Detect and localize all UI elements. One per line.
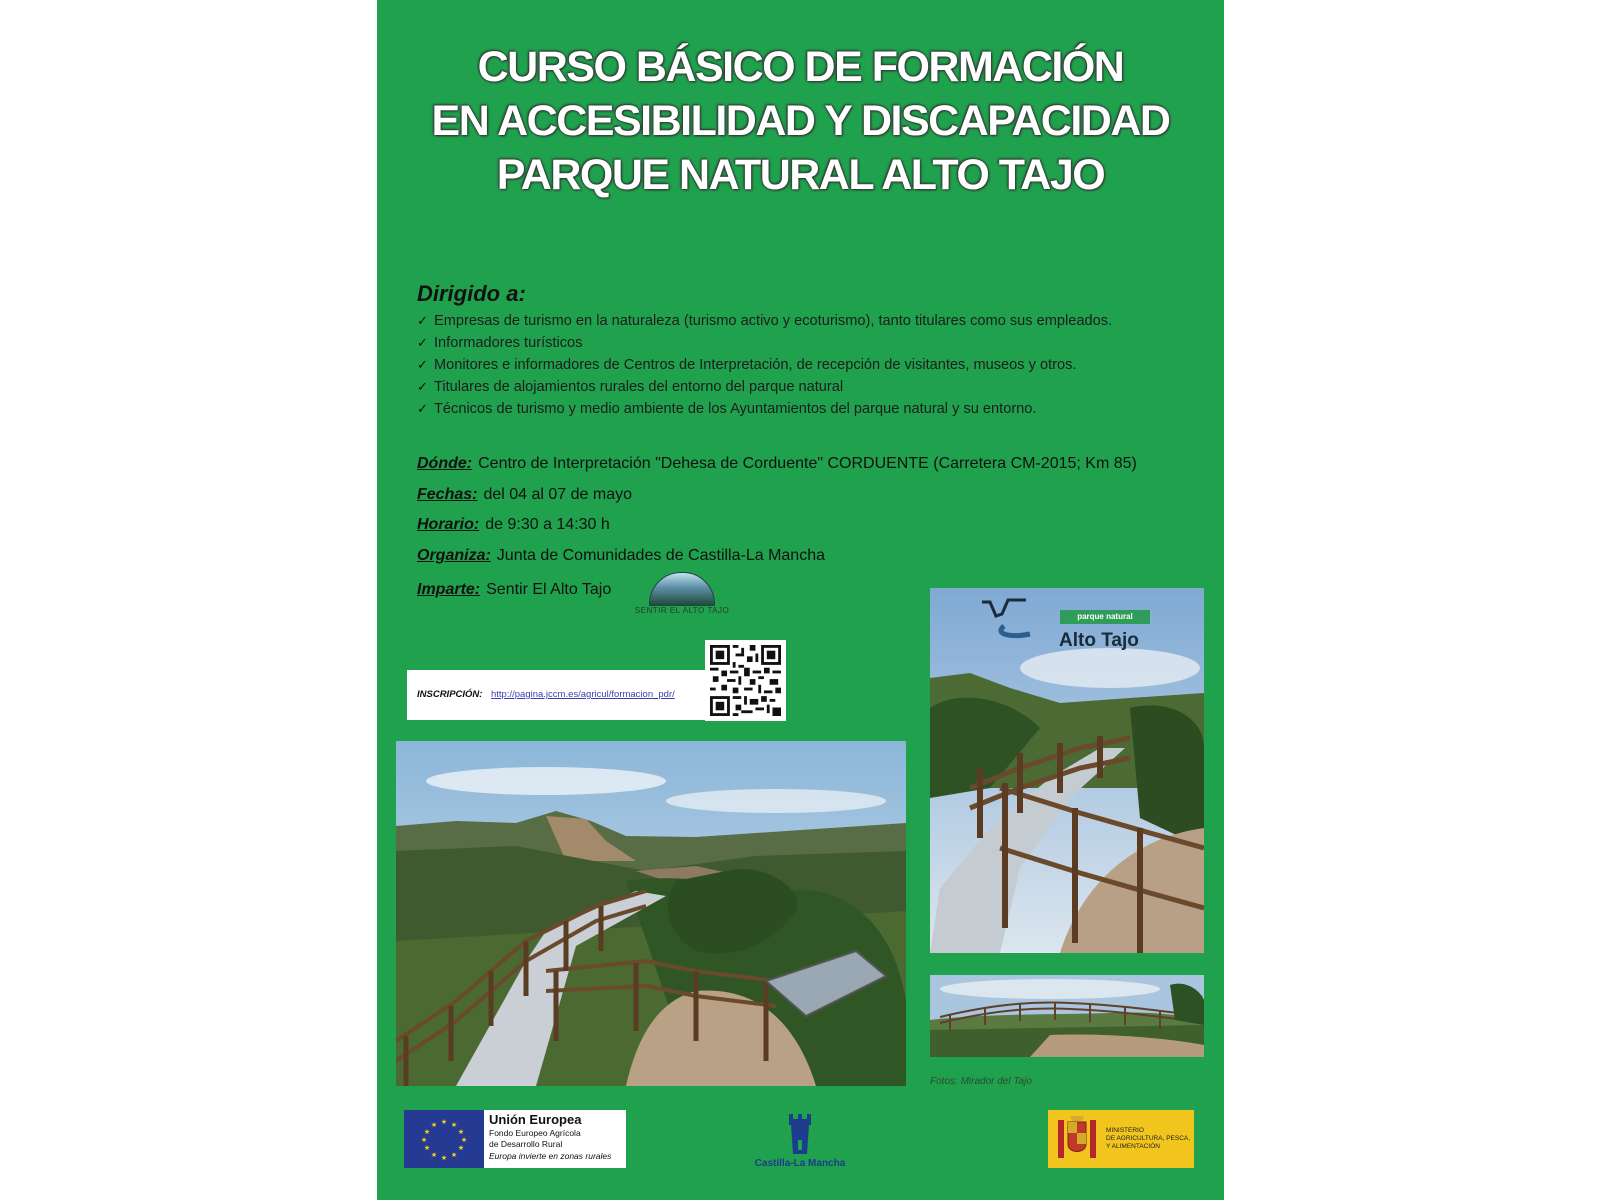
ministry-logo bbox=[1048, 1110, 1194, 1168]
imparte-label: Imparte: bbox=[417, 581, 481, 598]
eu-logo-line2: de Desarrollo Rural bbox=[489, 1139, 563, 1149]
organiza-value: Junta de Comunidades de Castilla-La Mancha bbox=[496, 547, 825, 564]
sentir-logo bbox=[627, 572, 737, 618]
park-logo-badge: parque natural bbox=[1060, 610, 1150, 624]
ministry-logo-line3: Y ALIMENTACIÓN bbox=[1106, 1143, 1160, 1150]
horario-value: de 9:30 a 14:30 h bbox=[485, 516, 610, 533]
ministry-logo-text bbox=[1106, 1127, 1190, 1151]
eu-logo-text bbox=[489, 1112, 611, 1162]
info-donde bbox=[417, 455, 1217, 473]
poster bbox=[377, 0, 1224, 1200]
fechas-label: Fechas: bbox=[417, 486, 478, 503]
donde-label: Dónde: bbox=[417, 455, 473, 472]
qr-code-icon bbox=[710, 645, 781, 716]
eu-logo-line1: Fondo Europeo Agrícola bbox=[489, 1128, 581, 1138]
sentir-logo-image bbox=[649, 572, 715, 606]
audience-item-text: Técnicos de turismo y medio ambiente de los Ayuntamientos del parque natural y su entorno. bbox=[434, 401, 1037, 417]
svg-text:★: ★ bbox=[460, 1136, 468, 1144]
eu-logo-title: Unión Europea bbox=[489, 1112, 582, 1127]
boardwalk-photo bbox=[396, 741, 906, 1086]
svg-text:★: ★ bbox=[440, 1118, 448, 1126]
svg-text:★: ★ bbox=[420, 1136, 428, 1144]
title-line-3: PARQUE NATURAL ALTO TAJO bbox=[496, 151, 1105, 199]
info-fechas bbox=[417, 486, 1217, 504]
svg-text:★: ★ bbox=[457, 1144, 465, 1152]
poster-title bbox=[377, 40, 1224, 202]
audience-list bbox=[417, 310, 1217, 420]
list-item bbox=[417, 310, 1217, 332]
audience-item-text: Informadores turísticos bbox=[434, 335, 583, 351]
audience-item-text: Titulares de alojamientos rurales del entorno del parque natural bbox=[434, 379, 844, 395]
list-item bbox=[417, 332, 1217, 354]
park-logo-photo bbox=[930, 588, 1204, 953]
photos-caption: Fotos: Mirador del Tajo bbox=[930, 1076, 1032, 1087]
inscripcion-box bbox=[407, 670, 707, 720]
checkmark-icon: ✓ bbox=[417, 313, 428, 328]
audience-heading: Dirigido a: bbox=[417, 281, 526, 306]
svg-text:★: ★ bbox=[423, 1128, 431, 1136]
railing-strip-photo bbox=[930, 975, 1204, 1057]
ministry-logo-line1: MINISTERIO bbox=[1106, 1127, 1144, 1134]
eu-logo bbox=[404, 1110, 626, 1168]
svg-text:★: ★ bbox=[423, 1144, 431, 1152]
castle-icon bbox=[745, 1110, 855, 1156]
castilla-la-mancha-caption: Castilla-La Mancha bbox=[754, 1158, 846, 1169]
svg-text:★: ★ bbox=[457, 1128, 465, 1136]
fechas-value: del 04 al 07 de mayo bbox=[483, 486, 633, 503]
qr-code[interactable] bbox=[705, 640, 786, 721]
title-line-2: EN ACCESIBILIDAD Y DISCAPACIDAD bbox=[431, 97, 1170, 145]
info-horario bbox=[417, 516, 1217, 534]
svg-text:★: ★ bbox=[440, 1154, 448, 1162]
checkmark-icon: ✓ bbox=[417, 379, 428, 394]
organiza-label: Organiza: bbox=[417, 547, 491, 564]
list-item bbox=[417, 398, 1217, 420]
svg-text:★: ★ bbox=[450, 1151, 458, 1159]
donde-value: Centro de Interpretación "Dehesa de Corduente" CORDUENTE (Carretera CM-2015; Km 85) bbox=[478, 455, 1137, 472]
checkmark-icon: ✓ bbox=[417, 401, 428, 416]
info-organiza bbox=[417, 547, 1217, 565]
svg-text:★: ★ bbox=[430, 1151, 438, 1159]
audience-item-text: Empresas de turismo en la naturaleza (turismo activo y ecoturismo), tanto titulares como sus empleados. bbox=[434, 313, 1113, 329]
svg-text:★: ★ bbox=[450, 1121, 458, 1129]
list-item bbox=[417, 376, 1217, 398]
checkmark-icon: ✓ bbox=[417, 357, 428, 372]
coat-of-arms-icon bbox=[1048, 1110, 1106, 1168]
sentir-logo-caption: SENTIR EL ALTO TAJO bbox=[634, 606, 730, 615]
inscripcion-label: INSCRIPCIÓN: bbox=[417, 689, 483, 700]
horario-label: Horario: bbox=[417, 516, 480, 533]
list-item bbox=[417, 354, 1217, 376]
boardwalk-photo-image bbox=[396, 741, 906, 1086]
inscripcion-link[interactable]: http://pagina.jccm.es/agricul/formacion_pdr/ bbox=[491, 689, 675, 700]
title-line-1: CURSO BÁSICO DE FORMACIÓN bbox=[477, 43, 1124, 91]
castilla-la-mancha-logo bbox=[745, 1110, 855, 1174]
railing-strip-photo-image bbox=[930, 975, 1204, 1057]
svg-text:★: ★ bbox=[430, 1121, 438, 1129]
audience-item-text: Monitores e informadores de Centros de Interpretación, de recepción de visitantes, museos y otros. bbox=[434, 357, 1077, 373]
eu-flag-icon bbox=[404, 1110, 484, 1168]
imparte-value: Sentir El Alto Tajo bbox=[486, 581, 612, 598]
audience-section bbox=[417, 280, 1217, 420]
eu-logo-line3: Europa invierte en zonas rurales bbox=[489, 1151, 612, 1161]
park-logo-name: Alto Tajo bbox=[1059, 630, 1139, 651]
ministry-logo-line2: DE AGRICULTURA, PESCA, bbox=[1106, 1135, 1191, 1142]
checkmark-icon: ✓ bbox=[417, 335, 428, 350]
